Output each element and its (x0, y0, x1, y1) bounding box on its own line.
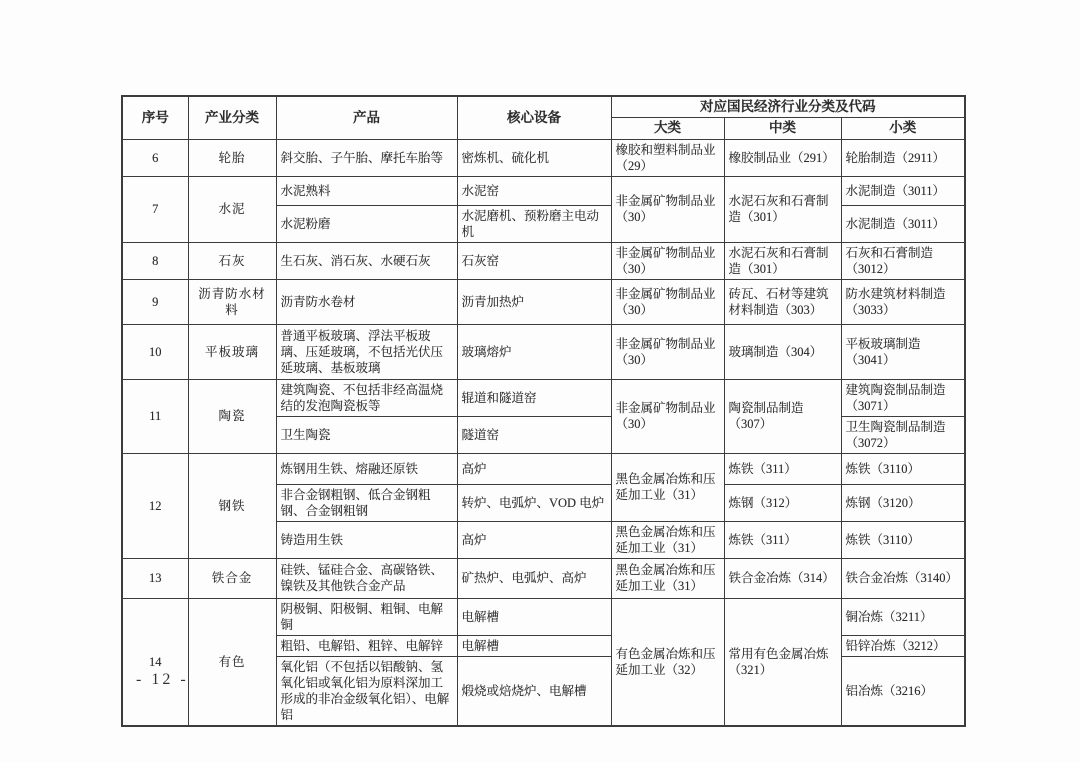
cell-equipment: 矿热炉、电弧炉、高炉 (457, 558, 611, 598)
cell-medium: 砖瓦、石材等建筑材料制造（303） (724, 279, 841, 324)
cell-product: 水泥粉磨 (276, 205, 457, 242)
cell-minor: 铜冶炼（3211） (841, 598, 965, 635)
cell-seq: 9 (122, 279, 188, 324)
cell-minor: 炼钢（3120） (841, 484, 965, 521)
header-medium: 中类 (724, 117, 841, 139)
cell-medium: 水泥石灰和石膏制造（301） (724, 242, 841, 279)
table-row (122, 139, 965, 176)
cell-equipment: 密炼机、硫化机 (457, 139, 611, 176)
cell-equipment: 高炉 (457, 453, 611, 484)
cell-major: 有色金属冶炼和压延加工业（32） (611, 598, 724, 726)
table-row (122, 324, 965, 379)
cell-major: 黑色金属冶炼和压延加工业（31） (611, 453, 724, 521)
cell-industry: 平板玻璃 (188, 324, 276, 379)
cell-equipment: 水泥磨机、预粉磨主电动机 (457, 205, 611, 242)
cell-medium: 炼铁（311） (724, 521, 841, 558)
cell-minor: 建筑陶瓷制品制造（3071） (841, 379, 965, 416)
cell-seq: 12 (122, 453, 188, 558)
cell-product: 建筑陶瓷、不包括非经高温烧结的发泡陶瓷板等 (276, 379, 457, 416)
header-major: 大类 (611, 117, 724, 139)
cell-product: 水泥熟料 (276, 176, 457, 205)
cell-product: 硅铁、锰硅合金、高碳铬铁、镍铁及其他铁合金产品 (276, 558, 457, 598)
cell-seq: 11 (122, 379, 188, 453)
cell-industry: 钢铁 (188, 453, 276, 558)
cell-equipment: 辊道和隧道窑 (457, 379, 611, 416)
cell-medium: 玻璃制造（304） (724, 324, 841, 379)
cell-product: 斜交胎、子午胎、摩托车胎等 (276, 139, 457, 176)
cell-major: 黑色金属冶炼和压延加工业（31） (611, 521, 724, 558)
cell-industry: 水泥 (188, 176, 276, 242)
industry-classification-table (121, 95, 966, 727)
header-minor: 小类 (841, 117, 965, 139)
cell-medium: 水泥石灰和石膏制造（301） (724, 176, 841, 242)
table-row (122, 379, 965, 416)
header-mapping: 对应国民经济行业分类及代码 (611, 96, 965, 117)
header-industry: 产业分类 (188, 96, 276, 139)
cell-medium: 橡胶制品业（291） (724, 139, 841, 176)
cell-industry: 轮胎 (188, 139, 276, 176)
table-header-row-top (122, 96, 965, 117)
table-row (122, 558, 965, 598)
cell-minor: 铅锌冶炼（3212） (841, 635, 965, 656)
cell-medium: 炼钢（312） (724, 484, 841, 521)
header-equipment: 核心设备 (457, 96, 611, 139)
table-row (122, 176, 965, 205)
cell-minor: 铁合金冶炼（3140） (841, 558, 965, 598)
cell-seq: 8 (122, 242, 188, 279)
cell-product: 非合金钢粗钢、低合金钢粗钢、合金钢粗钢 (276, 484, 457, 521)
table-row (122, 242, 965, 279)
cell-product: 粗铅、电解铅、粗锌、电解锌 (276, 635, 457, 656)
cell-medium: 炼铁（311） (724, 453, 841, 484)
cell-minor: 石灰和石膏制造（3012） (841, 242, 965, 279)
cell-seq: 13 (122, 558, 188, 598)
cell-industry: 陶瓷 (188, 379, 276, 453)
cell-equipment: 玻璃熔炉 (457, 324, 611, 379)
cell-equipment: 沥青加热炉 (457, 279, 611, 324)
table-row (122, 598, 965, 635)
cell-seq: 14 (122, 598, 188, 726)
cell-equipment: 电解槽 (457, 635, 611, 656)
cell-product: 普通平板玻璃、浮法平板玻璃、压延玻璃，不包括光伏压延玻璃、基板玻璃 (276, 324, 457, 379)
cell-minor: 水泥制造（3011） (841, 205, 965, 242)
cell-product: 沥青防水卷材 (276, 279, 457, 324)
cell-major: 非金属矿物制品业（30） (611, 279, 724, 324)
cell-minor: 炼铁（3110） (841, 521, 965, 558)
cell-product: 氧化铝（不包括以铝酸钠、氢氧化铝或氧化铝为原料深加工形成的非冶金级氧化铝）、电解铝 (276, 656, 457, 726)
cell-equipment: 水泥窑 (457, 176, 611, 205)
cell-minor: 卫生陶瓷制品制造（3072） (841, 416, 965, 453)
cell-equipment: 隧道窑 (457, 416, 611, 453)
cell-major: 非金属矿物制品业（30） (611, 379, 724, 453)
table-row (122, 453, 965, 484)
cell-seq: 6 (122, 139, 188, 176)
cell-seq: 7 (122, 176, 188, 242)
cell-minor: 炼铁（3110） (841, 453, 965, 484)
cell-industry: 铁合金 (188, 558, 276, 598)
cell-equipment: 高炉 (457, 521, 611, 558)
cell-minor: 防水建筑材料制造（3033） (841, 279, 965, 324)
cell-minor: 铝冶炼（3216） (841, 656, 965, 726)
cell-product: 生石灰、消石灰、水硬石灰 (276, 242, 457, 279)
cell-minor: 轮胎制造（2911） (841, 139, 965, 176)
cell-product: 铸造用生铁 (276, 521, 457, 558)
cell-major: 黑色金属冶炼和压延加工业（31） (611, 558, 724, 598)
cell-medium: 常用有色金属冶炼（321） (724, 598, 841, 726)
cell-equipment: 煅烧或焙烧炉、电解槽 (457, 656, 611, 726)
cell-medium: 铁合金冶炼（314） (724, 558, 841, 598)
header-product: 产品 (276, 96, 457, 139)
table-row (122, 279, 965, 324)
cell-major: 非金属矿物制品业（30） (611, 242, 724, 279)
cell-equipment: 石灰窑 (457, 242, 611, 279)
cell-medium: 陶瓷制品制造（307） (724, 379, 841, 453)
cell-equipment: 转炉、电弧炉、VOD 电炉 (457, 484, 611, 521)
cell-product: 阴极铜、阳极铜、粗铜、电解铜 (276, 598, 457, 635)
page-number: - 12 - (136, 671, 189, 688)
cell-product: 卫生陶瓷 (276, 416, 457, 453)
cell-minor: 水泥制造（3011） (841, 176, 965, 205)
cell-major: 非金属矿物制品业（30） (611, 176, 724, 242)
cell-major: 橡胶和塑料制品业（29） (611, 139, 724, 176)
cell-major: 非金属矿物制品业（30） (611, 324, 724, 379)
cell-minor: 平板玻璃制造（3041） (841, 324, 965, 379)
cell-industry: 沥青防水材料 (188, 279, 276, 324)
header-seq: 序号 (122, 96, 188, 139)
cell-industry: 石灰 (188, 242, 276, 279)
cell-equipment: 电解槽 (457, 598, 611, 635)
cell-industry: 有色 (188, 598, 276, 726)
cell-seq: 10 (122, 324, 188, 379)
cell-product: 炼钢用生铁、熔融还原铁 (276, 453, 457, 484)
